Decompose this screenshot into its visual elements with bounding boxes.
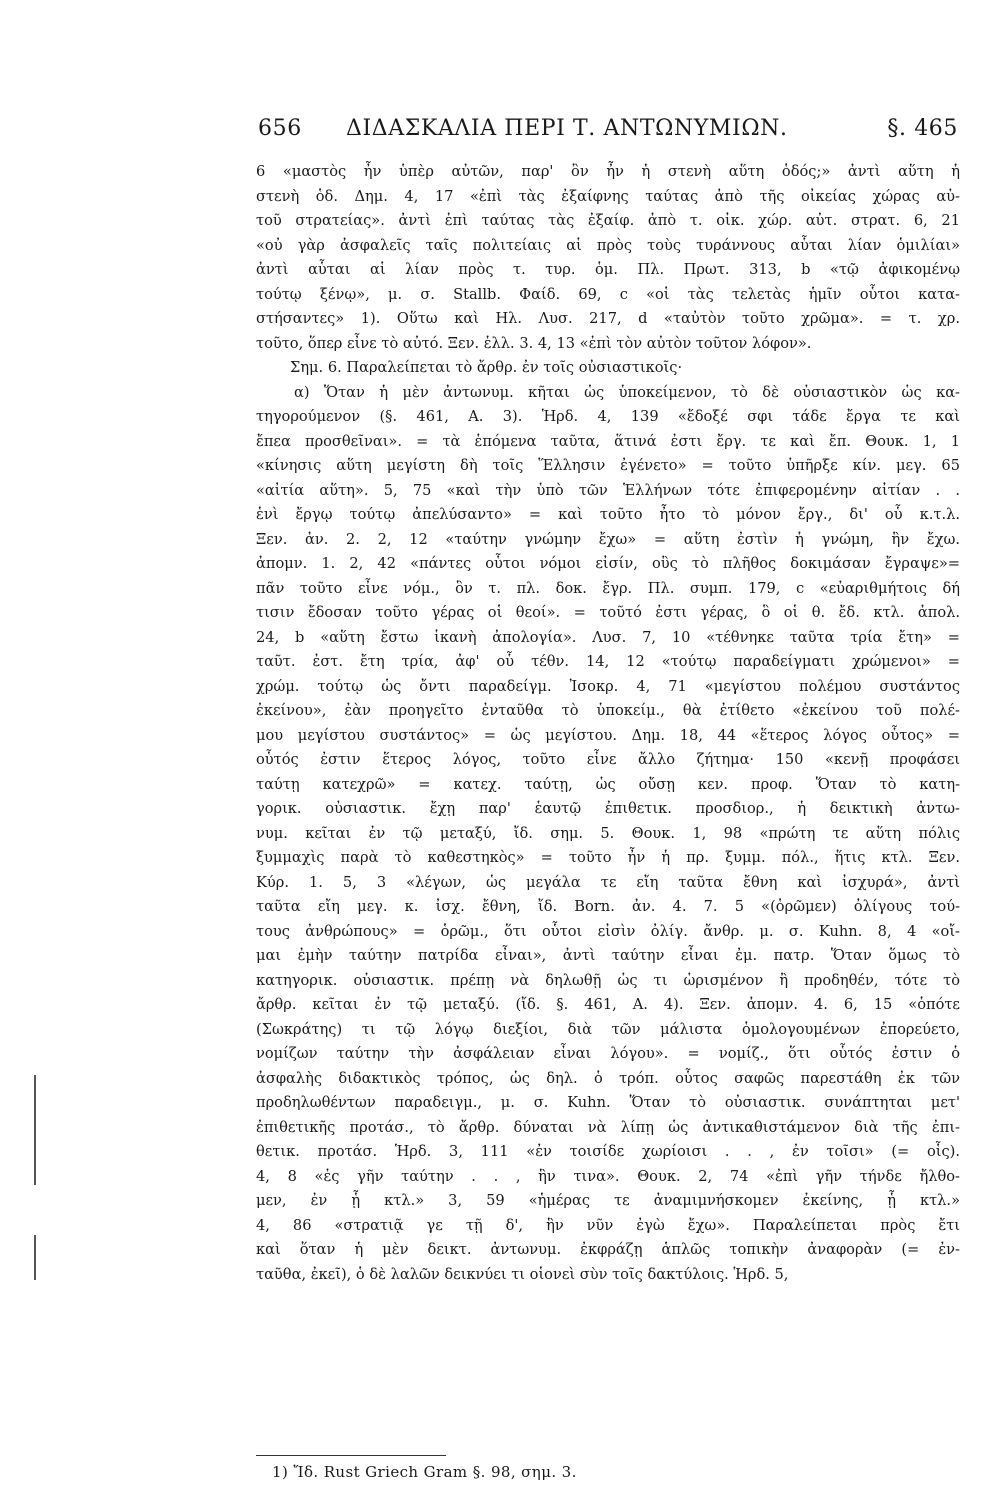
text-line: μαι ἐμὴν ταύτην πατρίδα εἶναι», ἀντὶ ταύτην εἶναι ἐμ. πατρ. Ὅταν ὅμως τὸ xyxy=(256,947,960,964)
text-line: τοῦτο, ὅπερ εἶνε τὸ αὐτό. Ξεν. ἑλλ. 3. 4, 13 «ἐπὶ τὸν αὐτὸν τοῦτον λόφον». xyxy=(256,334,812,352)
text-line: ταῦτ. ἐστ. ἔτη τρία, ἀφ' οὗ τέθν. 14, 12 «τούτῳ παραδείγματι χρώμενοι» = xyxy=(256,653,960,670)
text-line: ἐκείνου», ἐὰν προηγεῖτο ἐνταῦθα τὸ ὑποκείμ., θὰ ἐτίθετο «ἐκείνου τοῦ πολέ- xyxy=(256,702,960,719)
text-line: Ξεν. ἀν. 2. 2, 12 «ταύτην γνώμην ἔχω» = αὕτη ἐστὶν ἡ γνώμη, ἣν ἔχω. xyxy=(256,530,960,548)
text-line: ξυμμαχὶς παρὰ τὸ καθεστηκὸς» = τοῦτο ἦν ἡ πρ. ξυμμ. πόλ., ἥτις κτλ. Ξεν. xyxy=(256,849,960,866)
text-line: Κύρ. 1. 5, 3 «λέγων, ὡς μεγάλα τε εἴη ταῦτα ἔθνη καὶ ἰσχυρά», ἀντὶ xyxy=(256,873,960,891)
text-line: 6 «μαστὸς ἦν ὑπὲρ αὐτῶν, παρ' ὃν ἦν ἡ στενὴ αὕτη ὁδός;» ἀντὶ αὕτη ἡ xyxy=(256,163,960,180)
text-line: 4, 8 «ἐς γῆν ταύτην . . , ἣν τινα». Θουκ. 2, 74 «ἐπὶ γῆν τήνδε ἤλθο- xyxy=(256,1167,960,1185)
text-line: καὶ ὅταν ἡ μὲν δεικτ. ἀντωνυμ. ἐκφράζῃ ἁπλῶς τοπικὴν ἀναφορὰν (= ἐν- xyxy=(256,1241,960,1258)
text-line: ἑνὶ ἔργῳ τούτῳ ἀπελύσαντο» = καὶ τοῦτο ἦτο τὸ μόνον ἔργ., δι' οὗ κ.τ.λ. xyxy=(256,506,960,523)
text-line: οὗτός ἐστιν ἕτερος λόγος, τοῦτο εἶνε ἄλλο ζήτημα· 150 «κενῇ προφάσει xyxy=(256,751,960,768)
text-line: ἔπεα προσθεῖναι». = τὰ ἑπόμενα ταῦτα, ἅτινά ἐστι ἔργ. τε καὶ ἔπ. Θουκ. 1, 1 xyxy=(256,432,960,450)
text-line: μεν, ἐν ᾗ κτλ.» 3, 59 «ἡμέρας τε ἀναμιμνήσκομεν ἐκείνης, ᾗ κτλ.» xyxy=(256,1192,960,1209)
footnote-rule xyxy=(256,1455,446,1456)
text-line: μου μεγίστου συστάντος» = ὡς μεγίστου. Δημ. 18, 44 «ἕτερος λόγος οὗτος» = xyxy=(256,726,960,744)
margin-mark xyxy=(34,1235,36,1280)
text-line: τοῦ στρατείας». ἀντὶ ἐπὶ ταύτας τὰς ἐξαίφ. ἀπὸ τ. οἰκ. χώρ. αὐτ. στρατ. 6, 21 xyxy=(256,212,960,229)
text-line: τηγορούμενον (§. 461, Α. 3). Ἡρδ. 4, 139 «ἔδοξέ σφι τάδε ἔργα τε καὶ xyxy=(256,408,960,425)
text-line: 24, b «αὕτη ἔστω ἱκανὴ ἀπολογία». Λυσ. 7, 10 «τέθνηκε ταῦτα τρία ἔτη» = xyxy=(256,628,960,646)
text-line: νυμ. κεῖται ἐν τῷ μεταξύ, ἴδ. σημ. 5. Θουκ. 1, 98 «πρώτη τε αὕτη πόλις xyxy=(256,824,960,842)
text-line: τισιν ἔδοσαν τοῦτο γέρας οἱ θεοί». = τοῦτό ἐστι γέρας, ὃ οἱ θ. ἔδ. κτλ. ἀπολ. xyxy=(256,604,960,621)
section-number: §. 465 xyxy=(887,116,958,141)
text-line: ἐπιθετικῆς προτάσ., τὸ ἄρθρ. δύναται νὰ λίπῃ ὡς ἀντικαθιστάμενον διὰ τῆς ἐπι- xyxy=(256,1118,960,1136)
margin-mark xyxy=(34,1075,36,1185)
text-line: ἀντὶ αὗται αἱ λίαν πρὸς τ. τυρ. ὁμ. Πλ. Πρωτ. 313, b «τῷ ἀφικομένῳ xyxy=(256,261,960,278)
text-line: κατηγορικ. οὐσιαστικ. πρέπῃ νὰ δηλωθῇ ὡς τι ὡρισμένον ἢ προδηθέν, τότε τὸ xyxy=(256,971,960,989)
footnote: 1) Ἴδ. Rust Griech Gram §. 98, σημ. 3. xyxy=(272,1463,577,1481)
text-line: «κίνησις αὕτη μεγίστη δὴ τοῖς Ἕλλησιν ἐγένετο» = τοῦτο ὑπῆρξε κίν. μεγ. 65 xyxy=(256,457,960,474)
text-line: χρώμ. τούτῳ ὡς ὄντι παραδείγμ. Ἰσοκρ. 4, 71 «μεγίστου πολέμου συστάντος xyxy=(256,677,960,695)
text-line: νομίζων ταύτην τὴν ἀσφάλειαν εἶναι λόγου». = νομίζ., ὅτι οὗτός ἐστιν ὁ xyxy=(256,1045,960,1062)
text-line: (Σωκράτης) τι τῷ λόγῳ διεξίοι, διὰ τῶν μάλιστα ὁμολογουμένων ἐπορεύετο, xyxy=(256,1020,960,1038)
text-line: «αἰτία αὕτη». 5, 75 «καὶ τὴν ὑπὸ τῶν Ἑλλήνων τότε ἐπιφερομένην αἰτίαν . . xyxy=(256,481,960,499)
text-line: ταῦθα, ἐκεῖ), ὁ δὲ λαλῶν δεικνύει τι οἱονεὶ σὺν τοῖς δακτύλοις. Ἡρδ. 5, xyxy=(256,1265,789,1283)
page-number: 656 xyxy=(258,116,302,141)
text-line: ταύτῃ κατεχρῶ» = κατεχ. ταύτῃ, ὡς οὔσῃ κεν. προφ. Ὅταν τὸ κατη- xyxy=(256,775,960,793)
text-line: α) Ὅταν ἡ μὲν ἀντωνυμ. κῆται ὡς ὑποκείμενον, τὸ δὲ οὐσιαστικὸν ὡς κα- xyxy=(294,383,960,401)
running-title: ΔΙΔΑΣΚΑΛΙΑ ΠΕΡΙ Τ. ΑΝΤΩΝΥΜΙΩΝ. xyxy=(346,116,788,141)
text-line: τους ἀνθρώπους» = ὁρῶμ., ὅτι οὗτοι εἰσὶν ὀλίγ. ἄνθρ. μ. σ. Kuhn. 8, 4 «οἴ- xyxy=(256,922,960,940)
text-line: ἀπομν. 1. 2, 42 «πάντες οὗτοι νόμοι εἰσίν, οὓς τὸ πλῆθος δοκιμάσαν ἔγραψε»= xyxy=(256,555,960,572)
text-line: θετικ. προτάσ. Ἡρδ. 3, 111 «ἐν τοισίδε χωρίοισι . . , ἐν τοῖσι» (= οἷς). xyxy=(256,1143,960,1160)
text-line: Σημ. 6. Παραλείπεται τὸ ἄρθρ. ἐν τοῖς οὐσιαστικοῖς· xyxy=(290,359,683,376)
text-line: στήσαντες» 1). Οὕτω καὶ Ηλ. Λυσ. 217, d «ταὐτὸν τοῦτο χρῶμα». = τ. χρ. xyxy=(256,310,960,327)
text-line: ἄρθρ. κεῖται ἐν τῷ μεταξύ. (ἴδ. §. 461, Α. 4). Ξεν. ἀπομν. 4. 6, 15 «ὁπότε xyxy=(256,996,960,1013)
text-line: «οὐ γὰρ ἀσφαλεῖς ταῖς πολιτείαις αἱ πρὸς τοὺς τυράννους αὗται λίαν ὁμιλίαι» xyxy=(256,236,960,254)
text-line: ταῦτα εἴη μεγ. κ. ἰσχ. ἔθνη, ἴδ. Born. ἀν. 4. 7. 5 «(ὁρῶμεν) ὀλίγους τού- xyxy=(256,898,960,915)
text-line: ἀσφαλὴς διδακτικὸς τρόπος, ὡς δηλ. ὁ τρόπ. οὗτος σαφῶς παρεστάθη ἐκ τῶν xyxy=(256,1069,960,1087)
text-line: γορικ. οὐσιαστικ. ἔχῃ παρ' ἑαυτῷ ἐπιθετικ. προσδιορ., ἡ δεικτικὴ ἀντω- xyxy=(256,800,960,817)
text-line: προδηλωθέντων παραδειγμ., μ. σ. Kuhn. Ὅταν τὸ οὐσιαστικ. συνάπτηται μετ' xyxy=(256,1094,960,1111)
text-line: στενὴ ὁδ. Δημ. 4, 17 «ἐπὶ τὰς ἐξαίφνης ταύτας ἀπὸ τῆς οἰκείας χώρας αὐ- xyxy=(256,187,960,205)
text-line: τούτῳ ξένῳ», μ. σ. Stallb. Φαίδ. 69, c «οἱ τὰς τελετὰς ἡμῖν οὗτοι κατα- xyxy=(256,285,960,303)
body-text xyxy=(256,160,960,1287)
running-header xyxy=(258,116,958,150)
text-line: πᾶν τοῦτο εἶνε νόμ., ὃν τ. πλ. δοκ. ἔγρ. Πλ. συμπ. 179, c «εὐαριθμήτοις δή xyxy=(256,579,960,597)
text-line: 4, 86 «στρατιᾷ γε τῇ δ', ἣν νῦν ἐγὼ ἔχω». Παραλείπεται πρὸς ἔτι xyxy=(256,1216,960,1234)
